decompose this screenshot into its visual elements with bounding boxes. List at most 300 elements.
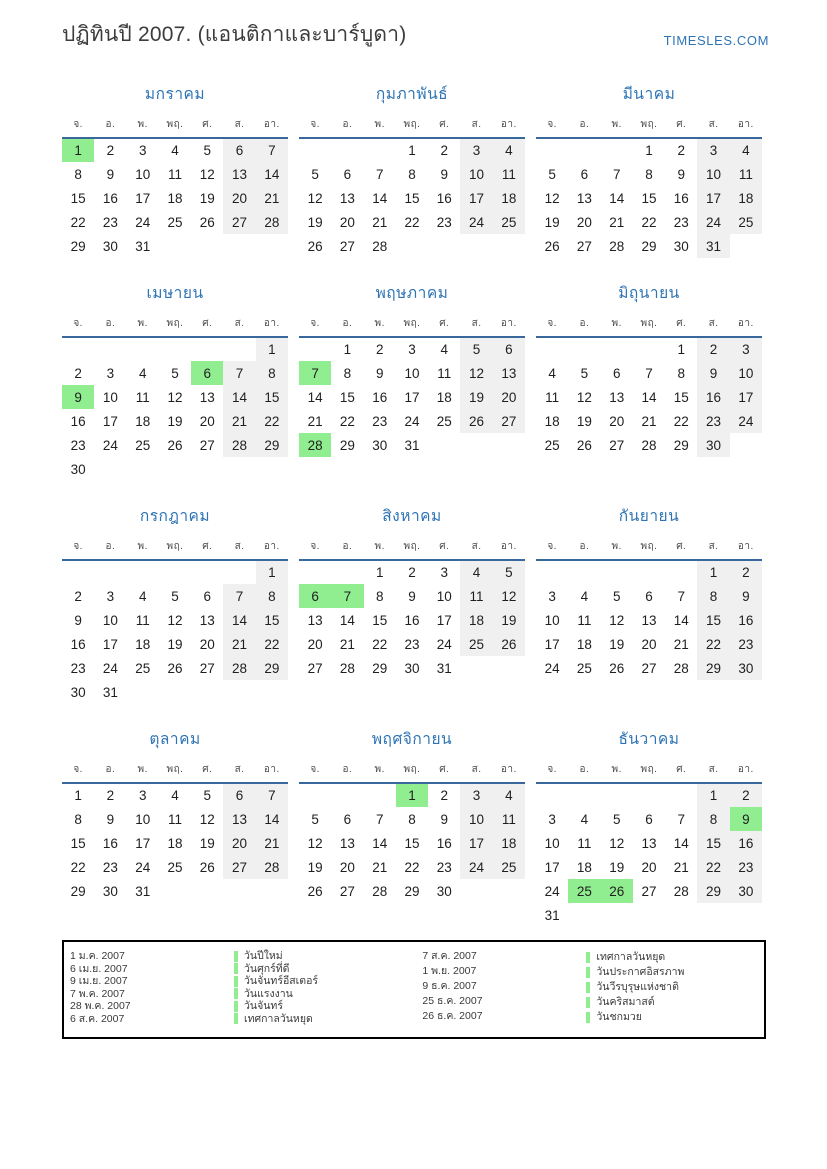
weekday-header: ศ. xyxy=(191,314,223,337)
day-cell: 5 xyxy=(612,588,621,604)
day-cell: 20 xyxy=(199,413,215,429)
legend-holiday-label: วันจันทร์อีสเตอร์ xyxy=(244,975,319,987)
day-cell: 28 xyxy=(223,433,255,457)
weekday-header: อา. xyxy=(730,314,762,337)
weekday-header: พฤ. xyxy=(159,314,191,337)
month-11 xyxy=(299,726,525,903)
empty-cell xyxy=(191,337,223,361)
day-cell: 10 xyxy=(102,612,118,628)
weekday-header: ศ. xyxy=(428,537,460,560)
day-cell: 17 xyxy=(135,835,151,851)
day-cell: 7 xyxy=(677,588,686,604)
day-cell: 26 xyxy=(544,238,560,254)
empty-cell xyxy=(127,457,159,481)
empty-cell xyxy=(633,903,665,927)
empty-cell xyxy=(299,138,331,162)
day-cell: 5 xyxy=(460,337,492,361)
day-cell: 4 xyxy=(460,560,492,584)
day-cell: 27 xyxy=(641,660,657,676)
day-cell: 4 xyxy=(493,138,525,162)
day-cell: 20 xyxy=(223,831,255,855)
day-cell: 10 xyxy=(544,612,560,628)
legend-date: 9 ธ.ค. 2007 xyxy=(422,980,477,992)
day-cell: 19 xyxy=(167,413,183,429)
empty-cell xyxy=(396,234,428,258)
month-9 xyxy=(536,503,762,680)
day-cell: 26 xyxy=(609,660,625,676)
legend-date: 6 เม.ย. 2007 xyxy=(70,962,128,975)
day-cell: 8 xyxy=(697,584,729,608)
weekday-header: จ. xyxy=(62,537,94,560)
month-table xyxy=(299,314,525,457)
holiday-marker-icon xyxy=(586,1012,590,1023)
day-cell: 8 xyxy=(677,365,686,381)
day-cell: 25 xyxy=(460,632,492,656)
legend-column-2 xyxy=(422,950,758,1025)
legend-date: 6 ส.ค. 2007 xyxy=(70,1012,125,1025)
weekday-header: อา. xyxy=(493,760,525,783)
day-cell: 4 xyxy=(580,811,589,827)
empty-cell xyxy=(223,234,255,258)
month-1 xyxy=(62,81,288,258)
holiday-marker-icon xyxy=(234,951,238,962)
day-cell: 24 xyxy=(135,214,151,230)
day-cell: 29 xyxy=(673,437,689,453)
month-table xyxy=(62,537,288,704)
day-cell: 18 xyxy=(544,413,560,429)
day-cell: 4 xyxy=(171,788,179,803)
day-cell: 23 xyxy=(436,214,452,230)
page-title: ปฏิทินปี 2007. (แอนติกาและบาร์บูดา) xyxy=(62,23,407,46)
day-cell: 6 xyxy=(645,811,653,827)
day-cell: 25 xyxy=(576,660,592,676)
weekday-header: ส. xyxy=(223,314,255,337)
day-cell: 7 xyxy=(375,811,384,827)
day-cell: 21 xyxy=(372,214,388,230)
day-cell: 5 xyxy=(171,365,179,381)
weekday-header: อา. xyxy=(493,115,525,138)
day-cell: 19 xyxy=(576,413,592,429)
day-cell: 21 xyxy=(372,859,388,875)
day-cell: 2 xyxy=(730,560,762,584)
day-cell: 23 xyxy=(730,855,762,879)
legend-holiday-name xyxy=(234,963,422,976)
empty-cell xyxy=(331,138,363,162)
legend-holiday-label: วันวีรบุรุษแห่งชาติ xyxy=(596,981,679,994)
day-cell: 25 xyxy=(167,214,183,230)
legend-holiday-label: วันศุกร์ที่ดี xyxy=(244,962,290,975)
day-cell: 19 xyxy=(199,835,215,851)
day-cell: 9 xyxy=(677,166,686,182)
legend-date: 1 ม.ค. 2007 xyxy=(70,950,125,962)
day-cell: 16 xyxy=(404,612,420,628)
weekday-header: จ. xyxy=(62,760,94,783)
day-cell: 17 xyxy=(544,636,560,652)
day-cell: 19 xyxy=(307,214,323,230)
day-cell: 6 xyxy=(645,588,653,604)
day-cell: 1 xyxy=(256,337,288,361)
day-cell: 29 xyxy=(641,238,657,254)
day-cell: 21 xyxy=(223,409,255,433)
weekday-header: ส. xyxy=(460,760,492,783)
day-cell: 16 xyxy=(436,835,452,851)
day-cell: 31 xyxy=(404,437,420,453)
empty-cell xyxy=(460,234,492,258)
day-cell: 14 xyxy=(223,385,255,409)
day-cell: 9 xyxy=(440,811,449,827)
day-cell: 11 xyxy=(493,162,525,186)
day-cell: 11 xyxy=(167,166,182,182)
day-cell: 13 xyxy=(223,162,255,186)
day-cell: 19 xyxy=(199,190,215,206)
empty-cell xyxy=(460,433,492,457)
day-cell: 17 xyxy=(436,612,452,628)
day-cell: 13 xyxy=(223,807,255,831)
day-cell: 20 xyxy=(339,214,355,230)
day-cell: 9 xyxy=(74,612,82,628)
weekday-header: ศ. xyxy=(428,314,460,337)
day-cell: 23 xyxy=(404,636,420,652)
day-cell: 11 xyxy=(167,811,182,827)
weekday-header: จ. xyxy=(536,115,568,138)
day-cell: 3 xyxy=(548,588,556,604)
empty-cell xyxy=(159,560,191,584)
empty-cell xyxy=(601,783,633,807)
day-cell: 1 xyxy=(645,143,653,158)
empty-cell xyxy=(191,680,223,704)
day-cell: 18 xyxy=(576,859,592,875)
day-cell: 5 xyxy=(612,811,621,827)
day-cell: 2 xyxy=(106,143,115,158)
day-cell: 23 xyxy=(102,214,118,230)
day-cell: 24 xyxy=(697,210,729,234)
day-cell: 10 xyxy=(436,588,452,604)
weekday-header: อา. xyxy=(730,537,762,560)
empty-cell xyxy=(568,903,600,927)
weekday-header: พ. xyxy=(127,115,159,138)
day-cell: 23 xyxy=(70,437,86,453)
month-title: กุมภาพันธ์ xyxy=(375,86,449,103)
weekday-header: อ. xyxy=(568,537,600,560)
empty-cell xyxy=(493,433,525,457)
day-cell: 16 xyxy=(673,190,689,206)
weekday-header: จ. xyxy=(536,314,568,337)
holiday-marker-icon xyxy=(234,976,238,987)
weekday-header: พฤ. xyxy=(633,115,665,138)
day-cell: 8 xyxy=(408,166,416,182)
day-cell: 13 xyxy=(339,190,355,206)
legend-holiday-label: วันปีใหม่ xyxy=(244,950,283,962)
weekday-header: จ. xyxy=(62,115,94,138)
empty-cell xyxy=(223,879,255,903)
day-cell: 28 xyxy=(372,238,388,254)
day-cell: 6 xyxy=(580,166,589,182)
empty-cell xyxy=(730,433,762,457)
weekday-header: พฤ. xyxy=(396,314,428,337)
empty-cell xyxy=(568,138,600,162)
day-cell: 3 xyxy=(408,342,416,357)
month-12 xyxy=(536,726,762,927)
day-cell: 19 xyxy=(609,859,625,875)
empty-cell xyxy=(127,337,159,361)
weekday-header: ศ. xyxy=(665,314,697,337)
empty-cell xyxy=(191,560,223,584)
day-cell: 29 xyxy=(697,656,729,680)
day-cell: 11 xyxy=(730,162,762,186)
day-cell: 25 xyxy=(436,413,452,429)
day-cell: 14 xyxy=(372,190,388,206)
day-cell: 6 xyxy=(493,337,525,361)
weekday-header: อ. xyxy=(331,537,363,560)
day-cell: 21 xyxy=(673,859,689,875)
day-cell: 10 xyxy=(135,166,151,182)
legend-date: 26 ธ.ค. 2007 xyxy=(422,1010,483,1022)
day-cell: 19 xyxy=(307,859,323,875)
empty-cell xyxy=(428,234,460,258)
day-cell: 27 xyxy=(199,437,215,453)
day-cell: 10 xyxy=(102,389,118,405)
day-cell: 27 xyxy=(307,660,323,676)
day-cell: 11 xyxy=(577,612,592,628)
day-cell: 22 xyxy=(256,409,288,433)
legend-holiday-name xyxy=(234,975,422,988)
empty-cell xyxy=(223,560,255,584)
weekday-header: ส. xyxy=(460,115,492,138)
empty-cell xyxy=(601,903,633,927)
day-cell: 12 xyxy=(199,811,215,827)
weekday-header: อ. xyxy=(94,115,126,138)
weekday-header: จ. xyxy=(299,314,331,337)
day-cell: 31 xyxy=(135,883,151,899)
day-cell: 6 xyxy=(612,365,621,381)
month-table xyxy=(299,760,525,903)
day-cell: 20 xyxy=(223,186,255,210)
day-cell: 13 xyxy=(307,612,323,628)
empty-cell xyxy=(364,783,396,807)
day-cell: 7 xyxy=(677,811,686,827)
legend-date: 7 ส.ค. 2007 xyxy=(422,950,477,962)
day-cell: 13 xyxy=(641,835,657,851)
empty-cell xyxy=(159,680,191,704)
day-cell: 11 xyxy=(135,389,150,405)
day-cell: 23 xyxy=(673,214,689,230)
day-cell: 21 xyxy=(307,413,323,429)
day-cell: 30 xyxy=(70,461,86,477)
day-cell: 20 xyxy=(199,636,215,652)
empty-cell xyxy=(536,560,568,584)
day-cell: 9 xyxy=(106,811,115,827)
day-cell: 15 xyxy=(372,612,388,628)
legend-holiday-name xyxy=(586,1010,758,1025)
weekday-header: พฤ. xyxy=(633,314,665,337)
holiday-day-cell: 28 xyxy=(299,433,331,457)
day-cell: 5 xyxy=(311,166,319,182)
day-cell: 17 xyxy=(460,831,492,855)
day-cell: 30 xyxy=(730,879,762,903)
weekday-header: ส. xyxy=(223,537,255,560)
empty-cell xyxy=(331,560,363,584)
day-cell: 15 xyxy=(70,190,86,206)
weekday-header: พ. xyxy=(364,314,396,337)
day-cell: 19 xyxy=(609,636,625,652)
day-cell: 4 xyxy=(580,588,589,604)
day-cell: 11 xyxy=(460,584,492,608)
day-cell: 27 xyxy=(199,660,215,676)
day-cell: 14 xyxy=(307,389,323,405)
day-cell: 1 xyxy=(375,565,384,580)
day-cell: 29 xyxy=(372,660,388,676)
day-cell: 13 xyxy=(199,612,215,628)
day-cell: 2 xyxy=(730,783,762,807)
day-cell: 7 xyxy=(612,166,621,182)
day-cell: 14 xyxy=(339,612,355,628)
empty-cell xyxy=(697,903,729,927)
day-cell: 12 xyxy=(609,835,625,851)
month-title: มกราคม xyxy=(144,86,206,103)
day-cell: 22 xyxy=(673,413,689,429)
day-cell: 12 xyxy=(307,835,323,851)
day-cell: 10 xyxy=(730,361,762,385)
empty-cell xyxy=(633,783,665,807)
day-cell: 28 xyxy=(641,437,657,453)
weekday-header: พ. xyxy=(127,314,159,337)
legend-holiday-label: วันแรงงาน xyxy=(244,987,293,1000)
weekday-header: จ. xyxy=(536,537,568,560)
day-cell: 24 xyxy=(436,636,452,652)
empty-cell xyxy=(191,457,223,481)
empty-cell xyxy=(460,879,492,903)
day-cell: 30 xyxy=(70,684,86,700)
empty-cell xyxy=(331,783,363,807)
day-cell: 8 xyxy=(408,811,416,827)
weekday-header: อ. xyxy=(94,314,126,337)
day-cell: 20 xyxy=(609,413,625,429)
month-table xyxy=(536,537,762,680)
day-cell: 16 xyxy=(697,385,729,409)
empty-cell xyxy=(633,337,665,361)
month-table xyxy=(62,760,288,903)
weekday-header: พ. xyxy=(601,537,633,560)
day-cell: 18 xyxy=(135,413,151,429)
holiday-legend xyxy=(62,940,766,1039)
weekday-header: พ. xyxy=(364,760,396,783)
holiday-day-cell: 26 xyxy=(601,879,633,903)
day-cell: 10 xyxy=(697,162,729,186)
weekday-header: พ. xyxy=(601,115,633,138)
month-title: พฤศจิกายน xyxy=(371,731,453,748)
holiday-day-cell: 1 xyxy=(62,138,94,162)
month-title: กรกฎาคม xyxy=(139,508,211,525)
day-cell: 25 xyxy=(493,210,525,234)
day-cell: 16 xyxy=(102,190,118,206)
empty-cell xyxy=(94,337,126,361)
day-cell: 13 xyxy=(493,361,525,385)
day-cell: 29 xyxy=(256,433,288,457)
day-cell: 22 xyxy=(641,214,657,230)
empty-cell xyxy=(256,234,288,258)
legend-date: 9 เม.ย. 2007 xyxy=(70,975,128,987)
day-cell: 18 xyxy=(135,636,151,652)
day-cell: 3 xyxy=(460,138,492,162)
day-cell: 21 xyxy=(641,413,657,429)
day-cell: 12 xyxy=(460,361,492,385)
weekday-header: อา. xyxy=(493,537,525,560)
legend-holiday-label: วันประกาศอิสรภาพ xyxy=(596,966,685,979)
day-cell: 4 xyxy=(171,143,179,158)
day-cell: 3 xyxy=(106,588,115,604)
empty-cell xyxy=(730,903,762,927)
legend-holiday-name xyxy=(586,980,758,995)
day-cell: 30 xyxy=(697,433,729,457)
weekday-header: พฤ. xyxy=(633,537,665,560)
day-cell: 16 xyxy=(436,190,452,206)
day-cell: 27 xyxy=(576,238,592,254)
legend-holiday-name xyxy=(234,950,422,963)
weekday-header: อ. xyxy=(568,314,600,337)
day-cell: 2 xyxy=(74,365,82,381)
day-cell: 31 xyxy=(697,234,729,258)
day-cell: 3 xyxy=(138,788,147,803)
month-title: พฤษภาคม xyxy=(375,285,449,302)
day-cell: 26 xyxy=(307,238,323,254)
day-cell: 1 xyxy=(343,342,352,357)
empty-cell xyxy=(633,560,665,584)
day-cell: 7 xyxy=(223,584,255,608)
day-cell: 4 xyxy=(138,588,147,604)
day-cell: 31 xyxy=(544,907,560,923)
day-cell: 19 xyxy=(493,608,525,632)
day-cell: 22 xyxy=(404,214,420,230)
legend-holiday-label: วันคริสมาสต์ xyxy=(596,996,655,1009)
day-cell: 17 xyxy=(135,190,151,206)
day-cell: 24 xyxy=(730,409,762,433)
holiday-day-cell: 7 xyxy=(331,584,363,608)
day-cell: 17 xyxy=(544,859,560,875)
weekday-header: ศ. xyxy=(191,760,223,783)
holiday-day-cell: 9 xyxy=(730,807,762,831)
empty-cell xyxy=(601,560,633,584)
weekday-header: จ. xyxy=(62,314,94,337)
day-cell: 2 xyxy=(697,337,729,361)
holiday-marker-icon xyxy=(586,967,590,978)
weekday-header: ส. xyxy=(697,760,729,783)
day-cell: 6 xyxy=(203,588,212,604)
weekday-header: อ. xyxy=(94,537,126,560)
day-cell: 9 xyxy=(697,361,729,385)
day-cell: 27 xyxy=(493,409,525,433)
weekday-header: พฤ. xyxy=(159,760,191,783)
day-cell: 14 xyxy=(673,612,689,628)
day-cell: 18 xyxy=(436,389,452,405)
day-cell: 12 xyxy=(199,166,215,182)
month-table xyxy=(536,115,762,258)
day-cell: 13 xyxy=(576,190,592,206)
day-cell: 21 xyxy=(256,831,288,855)
day-cell: 21 xyxy=(339,636,355,652)
day-cell: 22 xyxy=(404,859,420,875)
day-cell: 14 xyxy=(641,389,657,405)
day-cell: 23 xyxy=(436,859,452,875)
day-cell: 6 xyxy=(223,138,255,162)
day-cell: 31 xyxy=(135,238,151,254)
weekday-header: พ. xyxy=(601,314,633,337)
day-cell: 8 xyxy=(645,166,653,182)
empty-cell xyxy=(159,234,191,258)
brand-link[interactable]: TIMESLES.COM xyxy=(663,33,769,48)
weekday-header: อ. xyxy=(94,760,126,783)
day-cell: 25 xyxy=(544,437,560,453)
day-cell: 7 xyxy=(375,166,384,182)
